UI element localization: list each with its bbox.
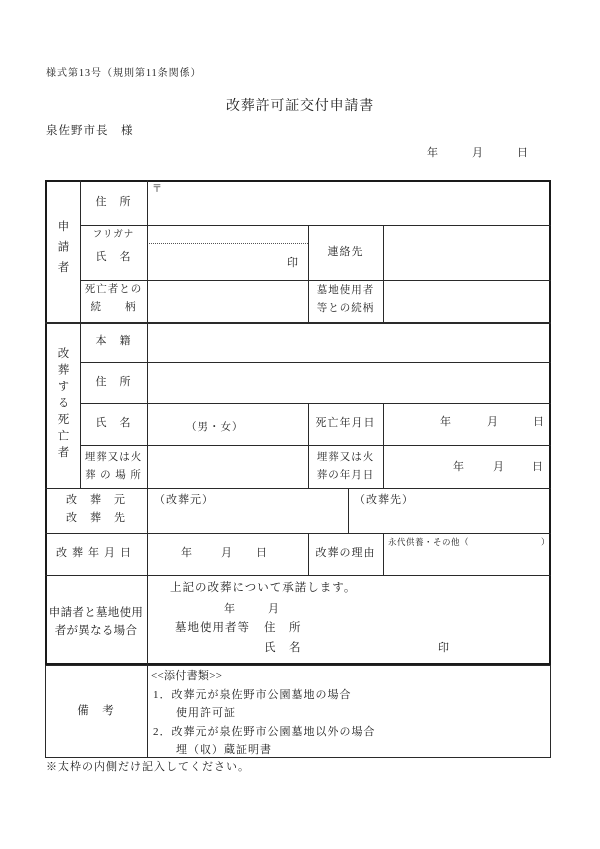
reburial-from-to-label: 改 葬 元 — [66, 494, 126, 507]
deceased-section-label: 改葬する死亡者 — [56, 347, 69, 463]
grid-vline — [383, 403, 384, 488]
consent-date-year-label: 年 — [224, 603, 236, 615]
relation-to-deceased-label: 続 柄 — [90, 302, 137, 314]
reburial-date-year-label: 年 — [181, 547, 193, 559]
death-date-label: 死亡年月日 — [315, 417, 376, 430]
consent-name-label: 氏 名 — [264, 642, 302, 654]
remarks-line: 埋（収）蔵証明書 — [176, 744, 272, 756]
header-date-year-label: 年 — [427, 147, 439, 159]
reburial-from-to-label: 改 葬 先 — [66, 512, 126, 525]
relation-to-deceased-label: 死亡者との — [84, 284, 143, 296]
gender-note: （男・女） — [186, 422, 244, 433]
consent-address-label: 住 所 — [264, 622, 302, 634]
postal-mark: 〒 — [152, 184, 163, 195]
burial-date-label: 葬の年月日 — [316, 470, 375, 482]
reburial-from-placeholder: （改葬元） — [154, 494, 214, 506]
grid-vline — [348, 488, 349, 533]
death-date-day-label: 日 — [533, 416, 545, 428]
reburial-date-label: 改葬年月日 — [56, 547, 136, 560]
furigana-dotted-line — [147, 243, 308, 244]
consent-seal-mark: 印 — [438, 642, 450, 654]
reburial-date-month-label: 月 — [221, 547, 233, 559]
consent-date-month-label: 月 — [268, 603, 280, 615]
header-date-month-label: 月 — [472, 147, 484, 159]
contact-label: 連絡先 — [327, 245, 364, 258]
relation-to-grave-user-label: 等との続柄 — [316, 303, 375, 315]
remarks-line: 使用許可証 — [176, 707, 236, 719]
grid-vline — [383, 225, 384, 322]
remarks-line: 2．改葬元が泉佐野市公園墓地以外の場合 — [153, 726, 376, 738]
applicant-section-label: 申請者 — [56, 220, 69, 282]
death-date-month-label: 月 — [487, 416, 499, 428]
remarks-label: 備 考 — [77, 704, 115, 717]
form-number: 様式第13号（規則第11条関係） — [46, 68, 202, 79]
burial-date-year-label: 年 — [453, 461, 465, 473]
grid-vline — [147, 180, 148, 758]
deceased-domicile-label: 本 籍 — [95, 335, 132, 348]
deceased-name-label: 氏 名 — [95, 417, 132, 430]
burial-date-label: 埋葬又は火 — [316, 452, 375, 464]
footnote: ※太枠の内側だけ記入してください。 — [46, 761, 250, 773]
reburial-reason-label: 改葬の理由 — [315, 547, 376, 560]
reburial-date-day-label: 日 — [256, 547, 268, 559]
section-divider-line — [45, 488, 551, 489]
reburial-reason-options: 永代供養・その他（ ） — [388, 537, 551, 547]
reburial-to-placeholder: （改葬先） — [354, 494, 414, 506]
applicant-name-label: 氏 名 — [95, 251, 132, 264]
grid-hline — [80, 362, 551, 363]
consent-case-label: 者が異なる場合 — [54, 625, 138, 638]
remarks-attachments-heading: <<添付書類>> — [151, 670, 223, 682]
grid-hline — [80, 280, 551, 281]
applicant-address-label: 住 所 — [95, 195, 132, 208]
burial-date-day-label: 日 — [532, 461, 544, 473]
burial-place-label: 葬 の 場 所 — [85, 470, 142, 482]
remarks-line: 1．改葬元が泉佐野市公園墓地の場合 — [153, 689, 352, 701]
burial-place-label: 埋葬又は火 — [84, 452, 143, 464]
header-date-day-label: 日 — [517, 147, 529, 159]
death-date-year-label: 年 — [440, 416, 452, 428]
deceased-address-label: 住 所 — [95, 375, 132, 388]
relation-to-grave-user-label: 墓地使用者 — [316, 285, 375, 297]
consent-statement: 上記の改葬について承諾します。 — [170, 582, 357, 594]
consent-case-label: 申請者と墓地使用 — [48, 607, 144, 620]
burial-date-month-label: 月 — [493, 461, 505, 473]
addressee: 泉佐野市長 様 — [46, 125, 134, 137]
page-title: 改葬許可証交付申請書 — [226, 99, 374, 114]
applicant-furigana-label: フリガナ — [92, 229, 135, 240]
grid-hline — [45, 575, 551, 576]
grid-hline — [80, 445, 551, 446]
applicant-seal-mark: 印 — [287, 257, 299, 269]
consent-grave-user-label: 墓地使用者等 — [175, 622, 250, 634]
grid-vline — [383, 533, 384, 575]
